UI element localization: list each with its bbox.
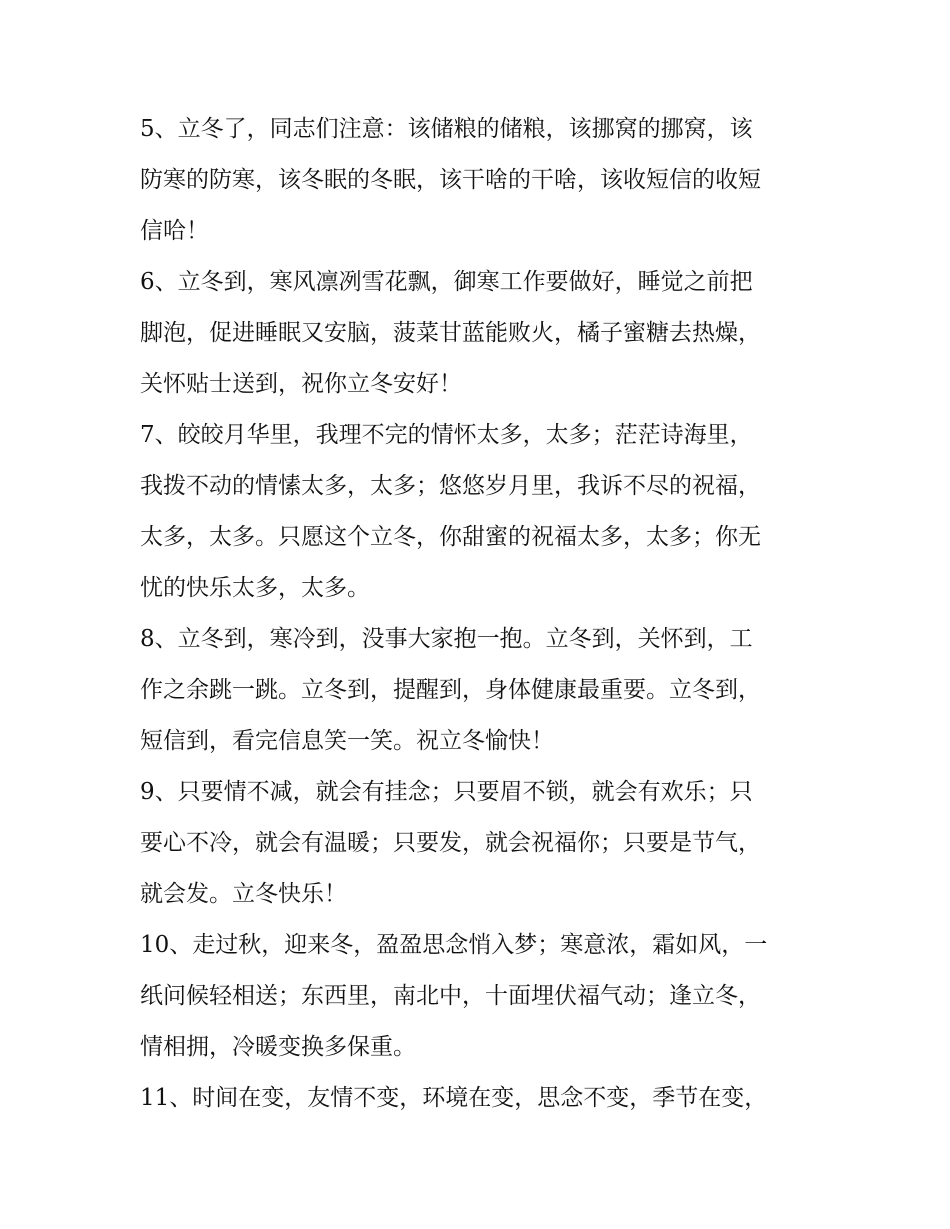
text-line: 作之余跳一跳。立冬到，提醒到，身体健康最重要。立冬到，: [140, 677, 761, 703]
text-line: 5、立冬了，同志们注意：该储粮的储粮，该挪窝的挪窝，该: [140, 116, 753, 142]
text-line: 6、立冬到，寒风凛冽雪花飘，御寒工作要做好，睡觉之前把: [140, 269, 753, 295]
text-line: 短信到，看完信息笑一笑。祝立冬愉快！: [140, 728, 554, 754]
text-line: 纸问候轻相送；东西里，南北中，十面埋伏福气动；逢立冬，: [140, 983, 761, 1009]
paragraph-5: [140, 104, 815, 257]
text-line: 情相拥，冷暖变换多保重。: [140, 1034, 416, 1060]
paragraph-9: [140, 767, 815, 920]
text-line: 我拨不动的情愫太多，太多；悠悠岁月里，我诉不尽的祝福，: [140, 473, 761, 499]
text-line: 关怀贴士送到，祝你立冬安好！: [140, 371, 462, 397]
paragraph-6: [140, 257, 815, 410]
text-line: 就会发。立冬快乐！: [140, 881, 347, 907]
text-line: 要心不冷，就会有温暖；只要发，就会祝福你；只要是节气，: [140, 830, 761, 856]
paragraph-8: [140, 614, 815, 767]
text-line: 太多，太多。只愿这个立冬，你甜蜜的祝福太多，太多；你无: [140, 524, 761, 550]
text-line: 7、皎皎月华里，我理不完的情怀太多，太多；茫茫诗海里，: [140, 422, 753, 448]
text-line: 8、立冬到，寒冷到，没事大家抱一抱。立冬到，关怀到，工: [140, 626, 753, 652]
paragraph-7: [140, 410, 815, 614]
text-line: 11、时间在变，友情不变，环境在变，思念不变，季节在变，: [140, 1085, 768, 1111]
paragraph-11: [140, 1073, 815, 1124]
text-line: 防寒的防寒，该冬眠的冬眠，该干啥的干啥，该收短信的收短: [140, 167, 761, 193]
document-body: [140, 104, 815, 1124]
text-line: 9、只要情不减，就会有挂念；只要眉不锁，就会有欢乐；只: [140, 779, 753, 805]
text-line: 脚泡，促进睡眠又安脑，菠菜甘蓝能败火，橘子蜜糖去热燥，: [140, 320, 761, 346]
text-line: 信哈！: [140, 218, 209, 244]
text-line: 忧的快乐太多，太多。: [140, 575, 370, 601]
text-line: 10、走过秋，迎来冬，盈盈思念悄入梦；寒意浓，霜如风，一: [140, 932, 768, 958]
paragraph-10: [140, 920, 815, 1073]
